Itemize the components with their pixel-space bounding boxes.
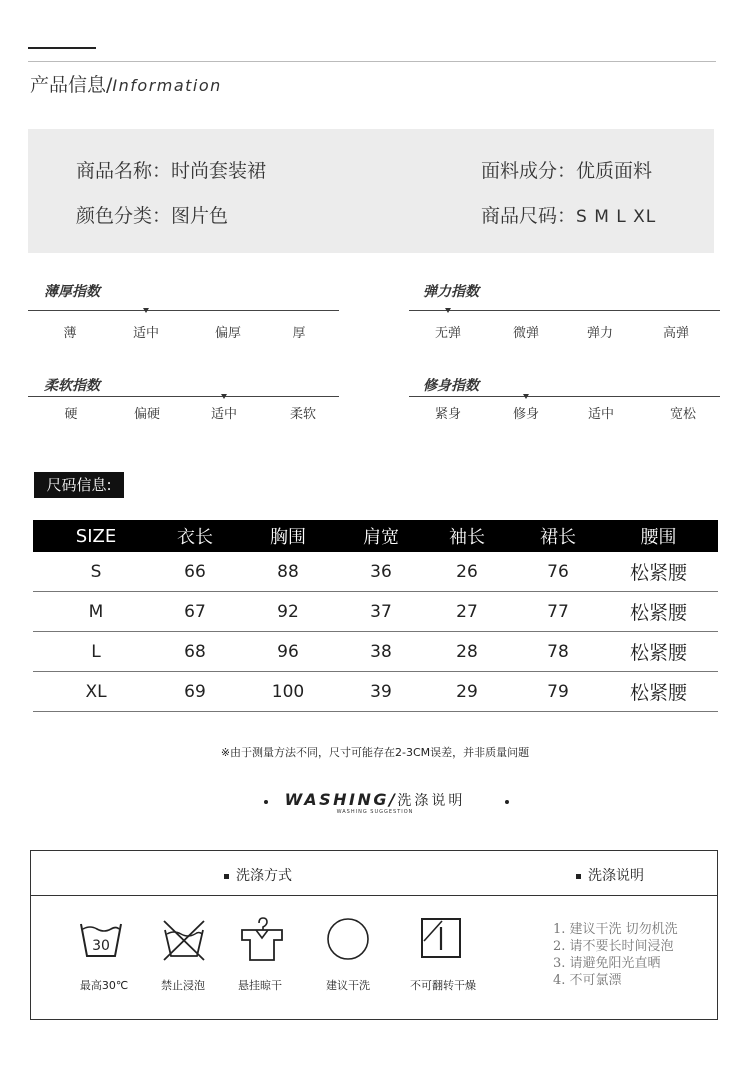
size-table-cell: S [33,552,159,592]
product-size-value: S M L XL [576,207,657,227]
product-color [76,201,228,228]
size-table-row [33,552,718,592]
page-title-en: Information [112,76,222,95]
thickness-index-label: 适中 [132,326,160,341]
thickness-index-label: 薄 [63,326,77,341]
size-table-cell: 77 [517,592,599,632]
thickness-index-marker-icon [143,308,149,313]
washing-method-header [224,865,292,885]
hang-dry-icon [238,916,286,962]
thickness-index-scale-line [28,310,339,311]
size-table [33,520,718,712]
size-table-cell: 67 [159,592,231,632]
size-table-cell: 28 [417,632,517,672]
product-name-label: 商品名称： [76,160,172,182]
page-title-cn: 产品信息/ [30,74,113,96]
washing-subtitle: WASHING SUGGESTION [336,809,414,815]
softness-index-label: 适中 [210,407,238,422]
size-table-cell: 27 [417,592,517,632]
no-soak-label: 禁止浸泡 [161,979,205,992]
product-color-label: 颜色分类： [76,205,172,227]
no-tumble-dry-label: 不可翻转干燥 [410,979,476,992]
bullet-square-icon [224,874,229,879]
size-table-cell: 松紧腰 [599,632,718,672]
elasticity-index-label: 高弹 [662,326,690,341]
thickness-index-label: 厚 [292,326,306,341]
size-table-cell: 78 [517,632,599,672]
size-table-cell: 37 [345,592,417,632]
elasticity-index-label: 微弹 [512,326,540,341]
fit-index-title: 修身指数 [423,378,479,394]
size-table-cell: 29 [417,672,517,712]
product-name [76,156,266,183]
size-table-cell: 92 [231,592,345,632]
size-table-cell: 88 [231,552,345,592]
size-table-row [33,672,718,712]
washing-method-header-label: 洗涤方式 [236,868,292,884]
softness-index-label: 柔软 [289,407,317,422]
fit-index-label: 修身 [512,407,540,422]
product-info-panel [28,129,714,253]
softness-index-marker-icon [221,394,227,399]
fit-index-marker-icon [523,394,529,399]
fit-index-label: 宽松 [669,407,697,422]
washing-instructions-header-label: 洗涤说明 [588,868,644,884]
thickness-index-title: 薄厚指数 [44,284,100,300]
wash-temperature-number: 30 [92,938,110,954]
size-table-header-cell: 袖长 [417,520,517,552]
size-table-cell: 76 [517,552,599,592]
fit-index-scale-line [409,396,720,397]
product-fabric [481,156,652,183]
size-table-row [33,592,718,632]
fit-index-label: 适中 [587,407,615,422]
fit-index-label: 紧身 [434,407,462,422]
size-table-header-cell: 胸围 [231,520,345,552]
washing-instructions-header [576,865,644,885]
size-table-cell: M [33,592,159,632]
size-table-header-cell: SIZE [33,520,159,552]
washing-title-cn: 洗涤说明 [397,793,466,809]
elasticity-index-label: 弹力 [586,326,614,341]
product-fabric-value: 优质面料 [576,160,653,182]
dry-clean-icon [326,917,370,961]
size-table-cell: 36 [345,552,417,592]
size-info-tag: 尺码信息: [34,472,124,498]
size-table-cell: 39 [345,672,417,712]
size-table-cell: 100 [231,672,345,712]
header-accent-line [28,47,96,49]
product-name-value: 时尚套装裙 [171,160,267,182]
size-table-cell: 68 [159,632,231,672]
washing-instruction-1: 1. 建议干洗 切勿机洗 [553,922,678,937]
size-table-cell: L [33,632,159,672]
washing-panel-divider [31,895,717,896]
page-title [30,70,222,97]
size-table-cell: 69 [159,672,231,712]
product-fabric-label: 面料成分： [481,160,577,182]
bullet-square-icon [576,874,581,879]
washing-instruction-3: 3. 请避免阳光直晒 [553,956,661,971]
no-tumble-dry-icon [420,917,462,959]
size-table-header-cell: 衣长 [159,520,231,552]
max-30c-wash-icon [79,918,123,960]
elasticity-index-title: 弹力指数 [423,284,479,300]
size-table-header-cell: 裙长 [517,520,599,552]
softness-index-title: 柔软指数 [44,378,100,394]
elasticity-index-marker-icon [445,308,451,313]
size-table-cell: XL [33,672,159,712]
thickness-index-label: 偏厚 [214,326,242,341]
no-soak-icon [160,918,208,962]
washing-instruction-2: 2. 请不要长时间浸泡 [553,939,674,954]
size-table-cell: 松紧腰 [599,672,718,712]
product-color-value: 图片色 [171,205,229,227]
size-table-cell: 96 [231,632,345,672]
elasticity-index-scale-line [409,310,720,311]
softness-index-label: 硬 [64,407,78,422]
header-divider [28,61,716,62]
product-size-label: 商品尺码： [481,205,577,227]
size-table-cell: 38 [345,632,417,672]
washing-title [0,790,750,810]
size-table-row [33,632,718,672]
size-table-cell: 松紧腰 [599,592,718,632]
size-table-cell: 66 [159,552,231,592]
hang-dry-label: 悬挂晾干 [238,979,282,992]
product-size [481,201,656,228]
size-table-cell: 26 [417,552,517,592]
size-table-cell: 79 [517,672,599,712]
size-table-header-cell: 肩宽 [345,520,417,552]
measurement-note: ※由于测量方法不同，尺寸可能存在2-3CM误差，并非质量问题 [220,746,530,759]
size-table-header [33,520,718,552]
washing-title-en: WASHING/ [284,790,398,809]
max-30c-wash-label: 最高30℃ [79,979,129,992]
elasticity-index-label: 无弹 [434,326,462,341]
washing-instruction-4: 4. 不可氯漂 [553,973,622,988]
softness-index-scale-line [28,396,339,397]
dry-clean-label: 建议干洗 [326,979,370,992]
softness-index-label: 偏硬 [133,407,161,422]
size-table-cell: 松紧腰 [599,552,718,592]
size-table-header-cell: 腰围 [599,520,718,552]
